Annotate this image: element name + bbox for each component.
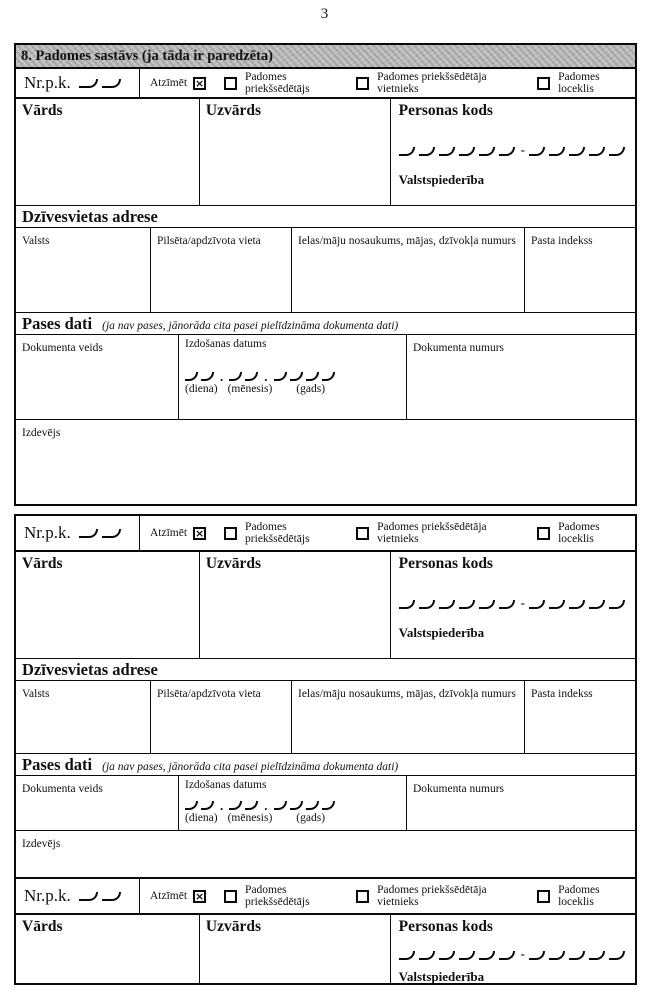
checkbox-padomes-priekssedetajs[interactable] xyxy=(224,77,237,90)
write-slot-icon xyxy=(322,801,335,810)
write-slot-icon xyxy=(306,372,319,381)
write-slot-icon xyxy=(589,951,605,960)
dokumenta-veids-label: Dokumenta veids xyxy=(22,342,103,354)
vards-field[interactable] xyxy=(16,99,200,205)
atzimet-cell xyxy=(140,69,635,97)
ielas-field[interactable] xyxy=(292,228,525,312)
valsts-field[interactable] xyxy=(16,681,151,753)
write-slot-icon xyxy=(459,147,475,156)
council-member-block-2 xyxy=(14,514,637,879)
name-row xyxy=(16,915,635,983)
izdevejs-label: Izdevējs xyxy=(22,427,61,439)
nrpk-label: Nr.p.k. xyxy=(24,886,71,905)
write-slot-icon xyxy=(479,147,495,156)
dot: . xyxy=(264,369,268,384)
izdevejs-field[interactable] xyxy=(16,831,635,877)
write-slot-icon xyxy=(569,600,585,609)
personas-kods-label: Personas kods xyxy=(398,102,493,119)
gads-label: (gads) xyxy=(296,812,326,824)
write-slot-icon xyxy=(609,600,625,609)
personas-kods-write-line[interactable] xyxy=(399,946,629,961)
write-slot-icon xyxy=(229,372,242,381)
write-slot-icon xyxy=(439,600,455,609)
hyphen: - xyxy=(520,946,525,961)
valstspiederiba-label: Valstspiederība xyxy=(398,625,485,640)
checkbox-padomes-loceklis[interactable] xyxy=(537,77,550,90)
passport-row xyxy=(16,335,635,420)
izdevejs-row xyxy=(16,830,635,877)
date-sublabels xyxy=(185,812,400,824)
write-slot-icon xyxy=(201,372,214,381)
option-deputy xyxy=(356,521,515,545)
checkbox-padomes-loceklis[interactable] xyxy=(537,527,550,540)
nrpk-cell[interactable] xyxy=(16,516,140,550)
atzimet-label: Atzīmēt xyxy=(150,890,188,902)
checkbox-padomes-priekssedetaja-vietnieks[interactable] xyxy=(356,890,369,903)
vards-label: Vārds xyxy=(22,102,63,119)
valstspiederiba-label: Valstspiederība xyxy=(398,969,485,984)
pases-dati-header xyxy=(16,312,635,335)
dokumenta-numurs-field[interactable] xyxy=(407,776,635,830)
personas-kods-label: Personas kods xyxy=(398,918,493,935)
date-sublabels xyxy=(185,383,400,395)
write-slot-icon xyxy=(459,600,475,609)
write-slot-icon xyxy=(185,801,198,810)
name-row xyxy=(16,99,635,206)
write-slot-icon xyxy=(102,892,121,901)
izdosanas-datums-field[interactable] xyxy=(179,776,407,830)
valsts-label: Valsts xyxy=(22,688,50,700)
vards-label: Vārds xyxy=(22,555,63,572)
write-slot-icon xyxy=(399,600,415,609)
valstspiederiba-label: Valstspiederība xyxy=(398,172,485,187)
write-slot-icon xyxy=(419,147,435,156)
section-title: 8. Padomes sastāvs (ja tāda ir paredzēta) xyxy=(21,47,273,64)
write-slot-icon xyxy=(589,147,605,156)
pilseta-label: Pilsēta/apdzīvota vieta xyxy=(157,235,261,247)
write-slot-icon xyxy=(79,79,98,88)
personas-kods-field[interactable] xyxy=(391,552,635,658)
nrpk-cell[interactable] xyxy=(16,879,140,913)
checked-checkbox-icon: × xyxy=(194,76,205,90)
valsts-field[interactable] xyxy=(16,228,151,312)
option-member xyxy=(537,71,629,95)
write-slot-icon xyxy=(290,801,303,810)
write-slot-icon xyxy=(399,147,415,156)
write-slot-icon xyxy=(499,600,515,609)
option-chairman-label: Padomes priekšsēdētājs xyxy=(245,71,310,95)
nrpk-write-line[interactable] xyxy=(79,529,125,538)
write-slot-icon xyxy=(609,951,625,960)
personas-kods-label: Personas kods xyxy=(398,555,493,572)
write-slot-icon xyxy=(322,372,335,381)
nrpk-row xyxy=(16,879,635,915)
izdevejs-label: Izdevējs xyxy=(22,838,61,850)
address-row xyxy=(16,681,635,754)
write-slot-icon xyxy=(459,951,475,960)
write-slot-icon xyxy=(274,801,287,810)
pasta-indekss-label: Pasta indekss xyxy=(531,235,593,247)
write-slot-icon xyxy=(439,951,455,960)
address-row xyxy=(16,228,635,313)
write-slot-icon xyxy=(102,79,121,88)
personas-kods-field[interactable] xyxy=(391,915,635,983)
nrpk-row xyxy=(16,516,635,552)
date-write-line[interactable] xyxy=(185,369,400,384)
vards-field[interactable] xyxy=(16,552,200,658)
atzimet-cell xyxy=(140,879,635,913)
write-slot-icon xyxy=(479,951,495,960)
checkbox-padomes-priekssedetajs[interactable] xyxy=(224,527,237,540)
passport-row xyxy=(16,776,635,831)
council-member-block-3 xyxy=(14,879,637,985)
write-slot-icon xyxy=(290,372,303,381)
write-slot-icon xyxy=(399,951,415,960)
section-header-bar xyxy=(16,45,635,69)
izdosanas-datums-field[interactable] xyxy=(179,335,407,419)
izdosanas-datums-label: Izdošanas datums xyxy=(185,779,267,791)
page-number: 3 xyxy=(320,6,330,22)
write-slot-icon xyxy=(201,801,214,810)
dokumenta-numurs-label: Dokumenta numurs xyxy=(413,783,505,795)
option-member-label: Padomes loceklis xyxy=(558,71,600,95)
option-chairman xyxy=(224,521,342,545)
option-deputy xyxy=(356,71,515,95)
nrpk-write-line[interactable] xyxy=(79,892,125,901)
izdevejs-row xyxy=(16,419,635,504)
pases-dati-header xyxy=(16,753,635,776)
nrpk-write-line[interactable] xyxy=(79,79,125,88)
write-slot-icon xyxy=(79,529,98,538)
pasta-indekss-field[interactable] xyxy=(525,228,635,312)
dot: . xyxy=(264,798,268,813)
write-slot-icon xyxy=(274,372,287,381)
option-chairman xyxy=(224,71,342,95)
vards-field[interactable] xyxy=(16,915,200,983)
write-slot-icon xyxy=(479,600,495,609)
dot: . xyxy=(220,369,224,384)
write-slot-icon xyxy=(549,600,565,609)
write-slot-icon xyxy=(609,147,625,156)
personas-kods-field[interactable] xyxy=(391,99,635,205)
write-slot-icon xyxy=(79,892,98,901)
write-slot-icon xyxy=(549,147,565,156)
write-slot-icon xyxy=(439,147,455,156)
write-slot-icon xyxy=(529,147,545,156)
menesis-label: (mēnesis) xyxy=(227,812,273,824)
dokumenta-veids-label: Dokumenta veids xyxy=(22,783,103,795)
izdevejs-field[interactable] xyxy=(16,420,635,504)
pilseta-label: Pilsēta/apdzīvota vieta xyxy=(157,688,261,700)
council-member-block-1 xyxy=(14,43,637,506)
pases-dati-title: Pases dati xyxy=(22,314,93,333)
write-slot-icon xyxy=(499,147,515,156)
diena-label: (diena) xyxy=(185,812,218,824)
dzivesvietas-adrese-header xyxy=(16,205,635,228)
dokumenta-veids-field[interactable] xyxy=(16,776,179,830)
uzvards-field[interactable] xyxy=(200,552,391,658)
atzimet-cell xyxy=(140,516,635,550)
name-row xyxy=(16,552,635,659)
uzvards-field[interactable] xyxy=(200,99,391,205)
write-slot-icon xyxy=(245,801,258,810)
option-deputy-label: Padomes priekšsēdētāja vietnieks xyxy=(377,884,487,908)
dzivesvietas-adrese-header xyxy=(16,658,635,681)
option-member xyxy=(537,884,629,908)
nrpk-cell[interactable] xyxy=(16,69,140,97)
option-chairman xyxy=(224,884,342,908)
uzvards-label: Uzvārds xyxy=(205,102,261,119)
diena-label: (diena) xyxy=(185,383,218,395)
uzvards-label: Uzvārds xyxy=(205,555,261,572)
option-deputy xyxy=(356,884,515,908)
write-slot-icon xyxy=(549,951,565,960)
option-deputy-label: Padomes priekšsēdētāja vietnieks xyxy=(377,521,487,545)
ielas-field[interactable] xyxy=(292,681,525,753)
write-slot-icon xyxy=(419,600,435,609)
pases-dati-title: Pases dati xyxy=(22,755,93,774)
menesis-label: (mēnesis) xyxy=(227,383,273,395)
personas-kods-write-line[interactable] xyxy=(399,595,629,610)
option-chairman-label: Padomes priekšsēdētājs xyxy=(245,884,310,908)
date-write-line[interactable] xyxy=(185,798,400,813)
ielas-label: Ielas/māju nosaukums, mājas, dzīvokļa numurs xyxy=(298,235,516,247)
pases-dati-note: (ja nav pases, jānorāda cita pasei pielīdzināma dokumenta dati) xyxy=(102,761,399,773)
checked-checkbox-icon: × xyxy=(194,889,205,903)
vards-label: Vārds xyxy=(22,918,63,935)
hyphen: - xyxy=(520,595,525,610)
dokumenta-numurs-field[interactable] xyxy=(407,335,635,419)
write-slot-icon xyxy=(589,600,605,609)
nrpk-label: Nr.p.k. xyxy=(24,523,71,542)
write-slot-icon xyxy=(499,951,515,960)
dzivesvietas-adrese-title: Dzīvesvietas adrese xyxy=(22,207,158,226)
uzvards-label: Uzvārds xyxy=(205,918,261,935)
atzimet-label: Atzīmēt xyxy=(150,77,188,89)
write-slot-icon xyxy=(245,372,258,381)
valsts-label: Valsts xyxy=(22,235,50,247)
write-slot-icon xyxy=(569,951,585,960)
write-slot-icon xyxy=(229,801,242,810)
dot: . xyxy=(220,798,224,813)
write-slot-icon xyxy=(102,529,121,538)
dzivesvietas-adrese-title: Dzīvesvietas adrese xyxy=(22,660,158,679)
gads-label: (gads) xyxy=(296,383,326,395)
checkbox-padomes-priekssedetaja-vietnieks[interactable] xyxy=(356,77,369,90)
pases-dati-note: (ja nav pases, jānorāda cita pasei pielīdzināma dokumenta dati) xyxy=(102,320,399,332)
dokumenta-veids-field[interactable] xyxy=(16,335,179,419)
ielas-label: Ielas/māju nosaukums, mājas, dzīvokļa numurs xyxy=(298,688,516,700)
write-slot-icon xyxy=(529,600,545,609)
option-chairman-label: Padomes priekšsēdētājs xyxy=(245,521,310,545)
personas-kods-write-line[interactable] xyxy=(399,142,629,157)
checkbox-padomes-loceklis[interactable] xyxy=(537,890,550,903)
option-deputy-label: Padomes priekšsēdētāja vietnieks xyxy=(377,71,487,95)
pasta-indekss-label: Pasta indekss xyxy=(531,688,593,700)
checkbox-padomes-priekssedetajs[interactable] xyxy=(224,890,237,903)
dokumenta-numurs-label: Dokumenta numurs xyxy=(413,342,505,354)
checkbox-padomes-priekssedetaja-vietnieks[interactable] xyxy=(356,527,369,540)
uzvards-field[interactable] xyxy=(200,915,391,983)
write-slot-icon xyxy=(185,372,198,381)
write-slot-icon xyxy=(419,951,435,960)
izdosanas-datums-label: Izdošanas datums xyxy=(185,338,267,350)
atzimet-label: Atzīmēt xyxy=(150,527,188,539)
nrpk-row xyxy=(16,69,635,99)
option-member-label: Padomes loceklis xyxy=(558,521,600,545)
nrpk-label: Nr.p.k. xyxy=(24,73,71,92)
pilseta-field[interactable] xyxy=(151,681,292,753)
write-slot-icon xyxy=(306,801,319,810)
pasta-indekss-field[interactable] xyxy=(525,681,635,753)
write-slot-icon xyxy=(569,147,585,156)
option-member xyxy=(537,521,629,545)
hyphen: - xyxy=(520,142,525,157)
checked-checkbox-icon: × xyxy=(194,526,205,540)
pilseta-field[interactable] xyxy=(151,228,292,312)
write-slot-icon xyxy=(529,951,545,960)
option-member-label: Padomes loceklis xyxy=(558,884,600,908)
